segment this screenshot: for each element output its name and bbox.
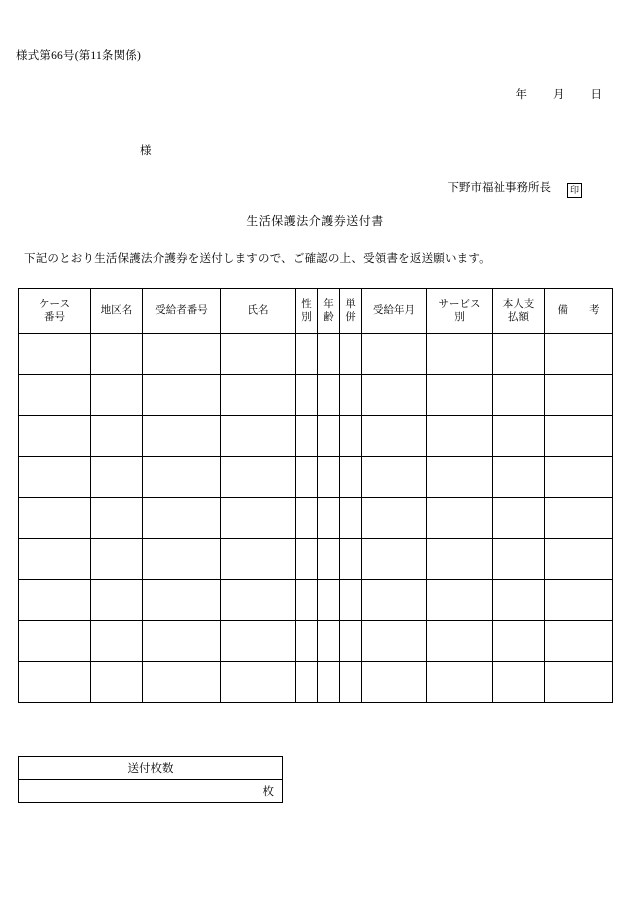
- table-cell[interactable]: [362, 416, 427, 457]
- table-cell[interactable]: [427, 375, 493, 416]
- table-cell[interactable]: [340, 498, 362, 539]
- header-self-payment-line2: 払額: [508, 312, 529, 323]
- header-district: 地区名: [91, 289, 143, 334]
- date-year-label: 年: [515, 89, 527, 101]
- table-row: [19, 662, 613, 703]
- table-cell[interactable]: [19, 498, 91, 539]
- table-cell[interactable]: [221, 457, 296, 498]
- count-unit: 枚: [262, 786, 274, 798]
- header-service-line2: 別: [454, 312, 465, 323]
- table-cell[interactable]: [221, 375, 296, 416]
- table-cell[interactable]: [221, 334, 296, 375]
- header-service: [427, 289, 493, 334]
- header-name: 氏名: [221, 289, 296, 334]
- table-cell[interactable]: [91, 498, 143, 539]
- table-cell[interactable]: [19, 539, 91, 580]
- table-cell[interactable]: [143, 334, 221, 375]
- table-cell[interactable]: [221, 416, 296, 457]
- table-cell[interactable]: [318, 662, 340, 703]
- table-cell[interactable]: [493, 375, 545, 416]
- count-label: 送付枚数: [19, 757, 283, 780]
- table-cell[interactable]: [362, 334, 427, 375]
- table-cell[interactable]: [545, 539, 613, 580]
- table-cell[interactable]: [143, 457, 221, 498]
- dispatch-table: [18, 288, 613, 703]
- table-cell[interactable]: [91, 457, 143, 498]
- table-cell[interactable]: [19, 334, 91, 375]
- table-cell[interactable]: [221, 498, 296, 539]
- table-cell[interactable]: [296, 662, 318, 703]
- header-recipient-number: 受給者番号: [143, 289, 221, 334]
- table-cell[interactable]: [91, 621, 143, 662]
- table-cell[interactable]: [221, 621, 296, 662]
- count-value-cell[interactable]: [19, 780, 283, 803]
- table-cell[interactable]: [427, 416, 493, 457]
- table-cell[interactable]: [545, 498, 613, 539]
- header-benefit-month: 受給年月: [362, 289, 427, 334]
- table-cell[interactable]: [340, 539, 362, 580]
- table-cell[interactable]: [143, 375, 221, 416]
- header-self-payment: [493, 289, 545, 334]
- table-cell[interactable]: [362, 539, 427, 580]
- table-cell[interactable]: [296, 498, 318, 539]
- table-cell[interactable]: [91, 334, 143, 375]
- header-sex: [296, 289, 318, 334]
- header-sex-line2: 別: [301, 312, 312, 323]
- table-cell[interactable]: [427, 662, 493, 703]
- issuer-block: [448, 179, 583, 198]
- header-self-payment-line1: 本人支: [502, 298, 535, 310]
- table-cell[interactable]: [143, 662, 221, 703]
- count-label-row: [19, 757, 283, 780]
- seal-icon: 印: [567, 183, 582, 198]
- table-cell[interactable]: [340, 457, 362, 498]
- table-cell[interactable]: [296, 375, 318, 416]
- header-age-line2: 齢: [323, 312, 334, 323]
- table-cell[interactable]: [91, 539, 143, 580]
- table-cell[interactable]: [362, 662, 427, 703]
- table-cell[interactable]: [19, 580, 91, 621]
- table-body: [19, 334, 613, 703]
- header-case-number-line1: ケース: [39, 298, 70, 310]
- table-row: [19, 334, 613, 375]
- header-single-joint: [340, 289, 362, 334]
- header-single-joint-line2: 併: [345, 312, 356, 323]
- table-cell[interactable]: [91, 375, 143, 416]
- table-cell[interactable]: [493, 457, 545, 498]
- count-table: [18, 756, 283, 803]
- header-case-number-line2: 番号: [44, 312, 65, 323]
- date-line: [516, 86, 603, 102]
- table-cell[interactable]: [318, 621, 340, 662]
- table-cell[interactable]: [91, 416, 143, 457]
- table-row: [19, 375, 613, 416]
- count-value-row: [19, 780, 283, 803]
- table-cell[interactable]: [362, 580, 427, 621]
- table-cell[interactable]: [296, 457, 318, 498]
- table-cell[interactable]: [143, 416, 221, 457]
- table-cell[interactable]: [493, 580, 545, 621]
- table-cell[interactable]: [362, 457, 427, 498]
- table-row: [19, 621, 613, 662]
- date-day-label: 日: [590, 89, 602, 101]
- table-cell[interactable]: [318, 457, 340, 498]
- table-cell[interactable]: [296, 539, 318, 580]
- table-cell[interactable]: [545, 416, 613, 457]
- table-cell[interactable]: [362, 375, 427, 416]
- table-cell[interactable]: [545, 621, 613, 662]
- header-service-line1: サービス: [438, 298, 481, 310]
- table-cell[interactable]: [545, 334, 613, 375]
- table-cell[interactable]: [318, 375, 340, 416]
- lead-text: 下記のとおり生活保護法介護券を送付しますので、ご確認の上、受領書を返送願います。: [24, 253, 491, 265]
- table-cell[interactable]: [340, 416, 362, 457]
- table-header-row: [19, 289, 613, 334]
- table-cell[interactable]: [545, 457, 613, 498]
- table-row: [19, 580, 613, 621]
- table-cell[interactable]: [143, 539, 221, 580]
- table-cell[interactable]: [427, 580, 493, 621]
- table-cell[interactable]: [19, 662, 91, 703]
- table-cell[interactable]: [340, 375, 362, 416]
- table-cell[interactable]: [296, 580, 318, 621]
- table-cell[interactable]: [362, 498, 427, 539]
- table-row: [19, 457, 613, 498]
- table-cell[interactable]: [91, 662, 143, 703]
- table-cell[interactable]: [545, 580, 613, 621]
- table-cell[interactable]: [427, 621, 493, 662]
- table-cell[interactable]: [427, 539, 493, 580]
- table-cell[interactable]: [493, 621, 545, 662]
- header-sex-line1: 性: [301, 298, 312, 310]
- table-row: [19, 498, 613, 539]
- table-cell[interactable]: [493, 539, 545, 580]
- table-row: [19, 416, 613, 457]
- table-cell[interactable]: [318, 539, 340, 580]
- table-cell[interactable]: [427, 334, 493, 375]
- table-cell[interactable]: [340, 662, 362, 703]
- table-cell[interactable]: [296, 334, 318, 375]
- table-cell[interactable]: [545, 375, 613, 416]
- issuer-name: 下野市福祉事務所長: [447, 182, 551, 194]
- table-cell[interactable]: [493, 498, 545, 539]
- table-cell[interactable]: [143, 498, 221, 539]
- table-cell[interactable]: [493, 416, 545, 457]
- form-number: 様式第66号(第11条関係): [16, 50, 142, 62]
- table-cell[interactable]: [427, 498, 493, 539]
- header-single-joint-line1: 単: [345, 298, 356, 310]
- table-cell[interactable]: [318, 334, 340, 375]
- table-cell[interactable]: [318, 580, 340, 621]
- table-cell[interactable]: [19, 457, 91, 498]
- table-cell[interactable]: [221, 662, 296, 703]
- table-cell[interactable]: [221, 539, 296, 580]
- table-cell[interactable]: [296, 621, 318, 662]
- table-cell[interactable]: [19, 621, 91, 662]
- table-cell[interactable]: [340, 580, 362, 621]
- table-cell[interactable]: [340, 334, 362, 375]
- table-cell[interactable]: [493, 662, 545, 703]
- table-row: [19, 539, 613, 580]
- table-cell[interactable]: [340, 621, 362, 662]
- table-cell[interactable]: [427, 457, 493, 498]
- table-cell[interactable]: [91, 580, 143, 621]
- table-cell[interactable]: [362, 621, 427, 662]
- header-remarks: 備 考: [545, 289, 613, 334]
- page-title: 生活保護法介護券送付書: [246, 214, 384, 228]
- table-cell[interactable]: [296, 416, 318, 457]
- header-age: [318, 289, 340, 334]
- date-month-label: 月: [553, 89, 565, 101]
- table-cell[interactable]: [318, 416, 340, 457]
- table-cell[interactable]: [493, 334, 545, 375]
- header-case-number: [19, 289, 91, 334]
- header-age-line1: 年: [323, 298, 334, 310]
- table-cell[interactable]: [143, 621, 221, 662]
- table-cell[interactable]: [318, 498, 340, 539]
- addressee-label: 様: [140, 145, 152, 157]
- table-cell[interactable]: [221, 580, 296, 621]
- table-cell[interactable]: [545, 662, 613, 703]
- table-cell[interactable]: [19, 416, 91, 457]
- table-cell[interactable]: [19, 375, 91, 416]
- table-cell[interactable]: [143, 580, 221, 621]
